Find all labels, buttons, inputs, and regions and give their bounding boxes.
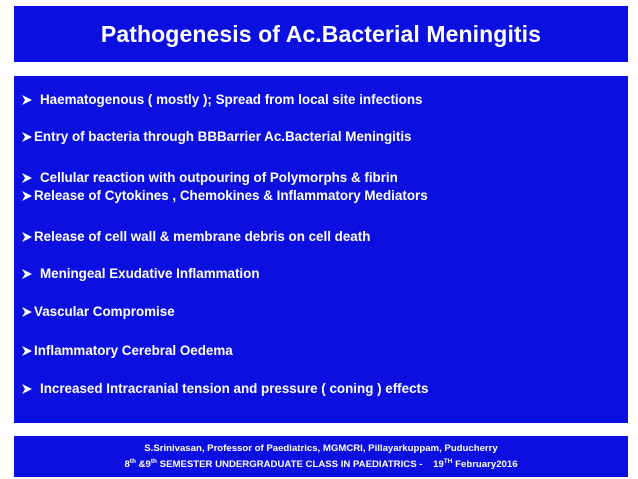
content-panel bbox=[14, 76, 628, 423]
arrow-bullet-icon bbox=[22, 191, 32, 201]
bullet-item bbox=[22, 343, 622, 358]
bullet-item bbox=[22, 170, 622, 185]
bullet-item bbox=[22, 188, 622, 203]
footer-course-part: 8 bbox=[124, 459, 130, 470]
arrow-bullet-icon bbox=[22, 346, 32, 356]
footer-course bbox=[14, 459, 628, 470]
arrow-bullet-icon bbox=[22, 232, 32, 242]
bullet-text: Release of Cytokines , Chemokines & Inflammatory Mediators bbox=[34, 188, 428, 203]
arrow-bullet-icon bbox=[22, 307, 32, 317]
bullet-item bbox=[22, 129, 622, 144]
arrow-bullet-icon bbox=[22, 95, 32, 105]
footer-course-sup: th bbox=[150, 458, 158, 465]
arrow-bullet-icon bbox=[22, 269, 32, 279]
arrow-bullet-icon bbox=[22, 384, 32, 394]
bullet-item bbox=[22, 229, 622, 244]
slide-title: Pathogenesis of Ac.Bacterial Meningitis bbox=[100, 20, 542, 47]
footer-course-sup: th bbox=[129, 458, 136, 465]
bullet-item bbox=[22, 266, 622, 281]
arrow-bullet-icon bbox=[22, 132, 32, 142]
footer-course-part: SEMESTER UNDERGRADUATE CLASS IN PAEDIATRICS - 19 bbox=[157, 459, 444, 470]
bullet-item bbox=[22, 92, 622, 107]
footer-course-part: &9 bbox=[135, 459, 151, 470]
bullet-text: Meningeal Exudative Inflammation bbox=[40, 266, 260, 281]
footer-course-part: February2016 bbox=[452, 459, 518, 470]
bullet-text: Entry of bacteria through BBBarrier Ac.Bacterial Meningitis bbox=[34, 129, 412, 144]
footer-course-sup: TH bbox=[443, 458, 453, 465]
title-bar bbox=[14, 6, 628, 62]
footer-author: S.Srinivasan, Professor of Paediatrics, MGMCRI, Pillayarkuppam, Puducherry bbox=[144, 443, 498, 454]
bullet-item bbox=[22, 381, 622, 396]
bullet-item bbox=[22, 304, 622, 319]
bullet-text: Release of cell wall & membrane debris on cell death bbox=[34, 229, 371, 244]
bullet-text: Cellular reaction with outpouring of Polymorphs & fibrin bbox=[40, 170, 398, 185]
bullet-text: Increased Intracranial tension and pressure ( coning ) effects bbox=[40, 381, 429, 396]
bullet-text: Inflammatory Cerebral Oedema bbox=[34, 343, 233, 358]
bullet-text: Vascular Compromise bbox=[34, 304, 175, 319]
bullet-text: Haematogenous ( mostly ); Spread from local site infections bbox=[40, 92, 423, 107]
footer-bar bbox=[14, 436, 628, 477]
arrow-bullet-icon bbox=[22, 173, 32, 183]
